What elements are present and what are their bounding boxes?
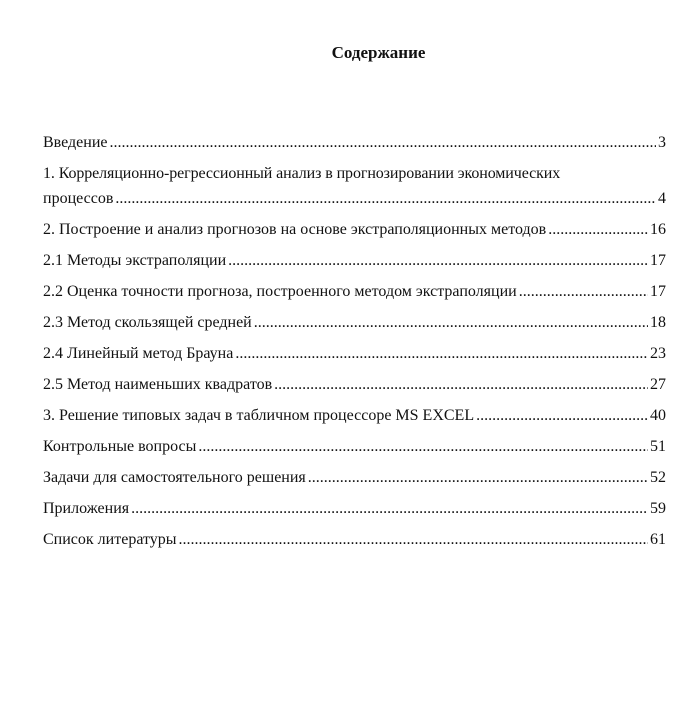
dot-leader [131, 496, 648, 521]
toc-entry-page: 17 [650, 252, 666, 269]
toc-entry-page: 3 [658, 134, 666, 151]
dot-leader [198, 434, 648, 459]
dot-leader [519, 279, 648, 304]
toc-entry-section-2-4 [43, 341, 666, 366]
toc-entry-label: 2.1 Методы экстраполяции [43, 252, 227, 269]
dot-leader [476, 403, 648, 428]
toc-entry-label: 2.5 Метод наименьших квадратов [43, 376, 273, 393]
toc-entry-page: 51 [650, 438, 666, 455]
toc-entry-label: 3. Решение типовых задач в табличном процессоре MS EXCEL [43, 407, 475, 424]
toc-entry-label: 2.4 Линейный метод Брауна [43, 345, 234, 362]
toc-entry-page: 52 [650, 469, 666, 486]
page-title: Содержание [331, 43, 426, 62]
toc-entry-appendices [43, 496, 666, 521]
toc-entry-section-2-5 [43, 372, 666, 397]
dot-leader [115, 186, 656, 211]
toc-entry-section-2-1 [43, 248, 666, 273]
toc-entry-page: 59 [650, 500, 666, 517]
toc-entry-label: Задачи для самостоятельного решения [43, 469, 306, 486]
toc-entry-label: 2.2 Оценка точности прогноза, построенного методом экстраполяции [43, 283, 517, 300]
dot-leader [548, 217, 648, 242]
dot-leader [308, 465, 648, 490]
table-of-contents [43, 130, 666, 558]
toc-entry-section-2 [43, 217, 666, 242]
toc-entry-page: 16 [650, 221, 666, 238]
toc-entry-page: 23 [650, 345, 666, 362]
dot-leader [228, 248, 648, 273]
toc-entry-introduction [43, 130, 666, 155]
toc-entry-label-line1: 1. Корреляционно-регрессионный анализ в прогнозировании экономических [43, 165, 561, 182]
toc-entry-label: 2. Построение и анализ прогнозов на основе экстраполяционных методов [43, 221, 547, 238]
dot-leader [179, 527, 648, 552]
toc-entry-label: Контрольные вопросы [43, 438, 197, 455]
toc-entry-label: процессов [43, 190, 114, 207]
toc-entry-label: Введение [43, 134, 108, 151]
toc-entry-label: Приложения [43, 500, 130, 517]
dot-leader [110, 130, 657, 155]
toc-entry-self-study-tasks [43, 465, 666, 490]
toc-entry-references [43, 527, 666, 552]
toc-entry-page: 4 [658, 190, 666, 207]
toc-entry-section-1 [43, 161, 666, 211]
toc-entry-page: 40 [650, 407, 666, 424]
toc-entry-section-2-3 [43, 310, 666, 335]
dot-leader [274, 372, 648, 397]
dot-leader [235, 341, 648, 366]
dot-leader [254, 310, 648, 335]
toc-entry-control-questions [43, 434, 666, 459]
toc-entry-page: 27 [650, 376, 666, 393]
toc-entry-section-3 [43, 403, 666, 428]
toc-entry-label: Список литературы [43, 531, 177, 548]
toc-entry-page: 17 [650, 283, 666, 300]
toc-entry-section-2-2 [43, 279, 666, 304]
toc-entry-page: 18 [650, 314, 666, 331]
toc-entry-label: 2.3 Метод скользящей средней [43, 314, 252, 331]
toc-entry-page: 61 [650, 531, 666, 548]
